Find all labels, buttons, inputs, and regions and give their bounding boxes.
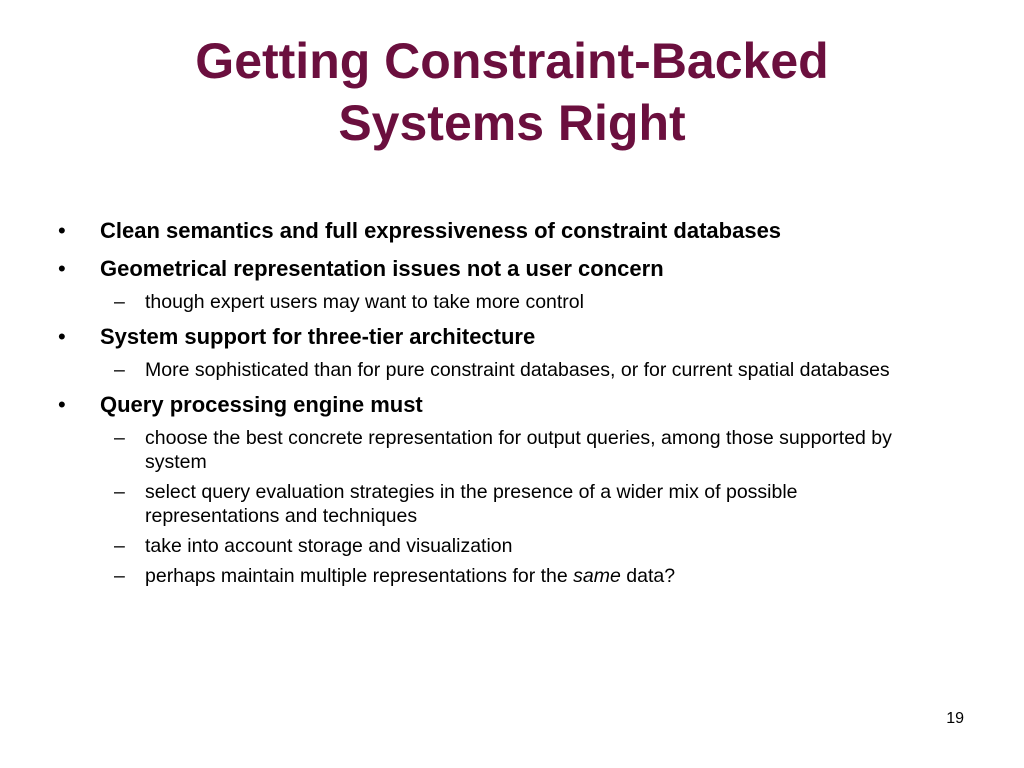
sub-bullet-text: More sophisticated than for pure constraint databases, or for current spatial databases [145,359,890,381]
slide-title-line-2: Systems Right [338,95,686,151]
bullet-list [58,216,958,588]
bullet-text: Query processing engine must [100,392,423,417]
bullet-item [58,322,958,352]
page-number: 19 [946,710,964,727]
sub-bullet-text: select query evaluation strategies in the presence of a wider mix of possible representations and techniques [145,481,798,527]
sub-bullet-item [58,290,925,314]
bullet-item [58,390,958,420]
sub-bullet-item [58,426,925,474]
sub-bullet-emphasis: same [573,565,621,587]
sub-bullet-marker: – [114,359,125,381]
bullet-marker: • [58,324,66,349]
sub-bullet-marker: – [114,535,125,557]
bullet-item [58,216,958,246]
sub-bullet-text: take into account storage and visualization [145,535,513,557]
sub-bullet-item [58,358,925,382]
bullet-text: Clean semantics and full expressiveness of constraint databases [100,218,782,243]
slide-title-line-1: Getting Constraint-Backed [195,33,829,89]
sub-bullet-item [58,534,925,558]
sub-bullet-marker: – [114,427,125,449]
sub-bullet-marker: – [114,565,125,587]
bullet-text: Geometrical representation issues not a user concern [100,256,664,281]
sub-bullet-text: though expert users may want to take more control [145,291,584,313]
bullet-text: System support for three-tier architecture [100,324,536,349]
sub-bullet-text: choose the best concrete representation for output queries, among those supported by system [145,427,892,473]
slide-title [0,30,1024,154]
bullet-marker: • [58,392,66,417]
sub-bullet-text [145,565,675,587]
sub-bullet-text-after: data? [620,565,676,587]
sub-bullet-text-before: perhaps maintain multiple representations for the [145,565,574,587]
sub-bullet-item [58,564,925,588]
sub-bullet-marker: – [114,481,125,503]
sub-bullet-item [58,480,925,528]
sub-bullet-marker: – [114,291,125,313]
bullet-item [58,254,958,284]
bullet-marker: • [58,218,66,243]
bullet-marker: • [58,256,66,281]
